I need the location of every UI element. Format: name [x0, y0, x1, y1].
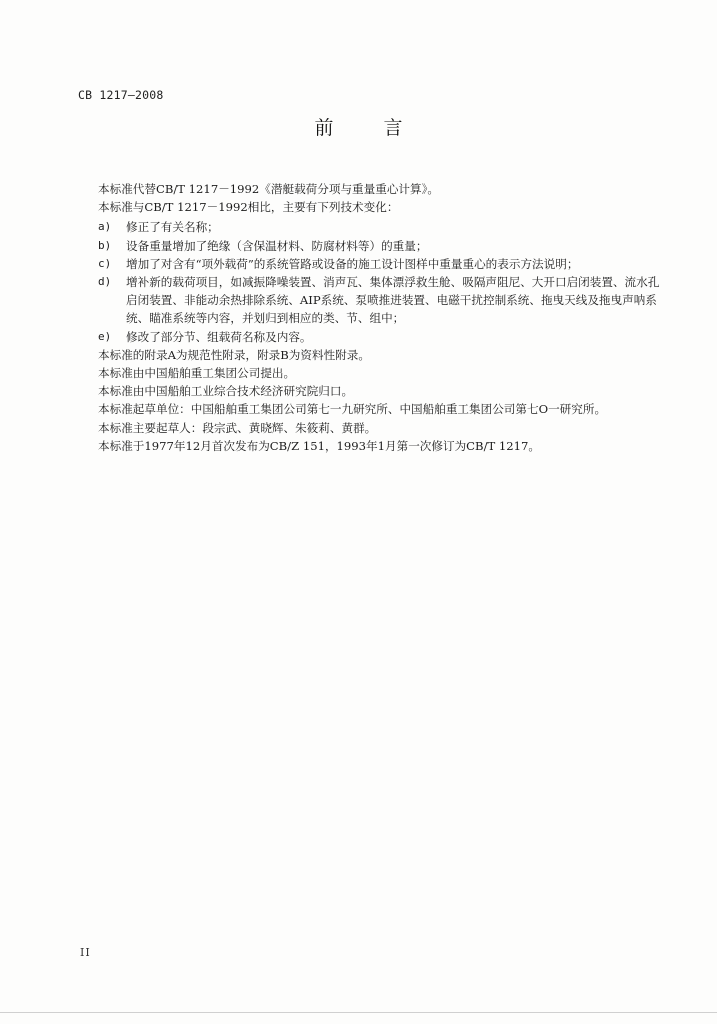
list-marker: c) [98, 256, 112, 270]
closing-paragraph: 本标准于1977年12月首次发布为CB/Z 151，1993年1月第一次修订为CB/T 1217。 [98, 438, 540, 453]
list-marker: e) [98, 329, 112, 343]
closing-paragraph: 本标准起草单位：中国船舶重工集团公司第七一九研究所、中国船舶重工集团公司第七O一研究所。 [98, 402, 607, 417]
list-marker: b) [98, 238, 112, 252]
closing-paragraph: 本标准主要起草人：段宗武、黄晓辉、朱筱莉、黄群。 [98, 420, 377, 435]
list-item [98, 328, 668, 346]
foreword-body [98, 180, 668, 455]
closing-paragraph: 本标准由中国船舶工业综合技术经济研究院归口。 [98, 384, 354, 399]
intro-paragraph: 本标准代替CB/T 1217－1992《潜艇载荷分项与重量重心计算》。 [98, 182, 439, 196]
closing-paragraph: 本标准的附录A为规范性附录，附录B为资料性附录。 [98, 347, 370, 362]
list-item [98, 237, 668, 255]
list-marker: d) [98, 275, 112, 289]
list-text: 修改了部分节、组载荷名称及内容。 [126, 329, 312, 344]
page-title: 前 言 [314, 117, 425, 139]
changes-list [98, 218, 668, 345]
list-item [98, 218, 668, 236]
list-text: 增加了对含有“项外载荷”的系统管路或设备的施工设计图样中重量重心的表示方法说明； [126, 256, 579, 271]
list-text: 增补新的载荷项目，如减振降噪装置、消声瓦、集体漂浮救生舱、吸隔声阻尼、大开口启闭装置、流水孔启闭装置、非能动余热排除系统、AIP系统、泵喷推进装置、电磁干扰控制系统、拖曳天线及拖曳声呐系统、瞄准系统等内容，并划归到相应的类、节、组中； [126, 275, 660, 326]
bottom-edge-line [0, 1012, 717, 1013]
list-text: 修正了有关名称； [126, 220, 219, 235]
page-number: II [80, 946, 91, 959]
list-item [98, 255, 668, 273]
intro-paragraph: 本标准与CB/T 1217－1992相比，主要有下列技术变化： [98, 200, 399, 215]
list-text: 设备重量增加了绝缘（含保温材料、防腐材料等）的重量； [126, 238, 428, 253]
standard-code: CB 1217—2008 [78, 88, 164, 102]
list-item [98, 273, 668, 328]
closing-paragraph: 本标准由中国船舶重工集团公司提出。 [98, 366, 296, 381]
list-marker: a) [98, 220, 112, 234]
